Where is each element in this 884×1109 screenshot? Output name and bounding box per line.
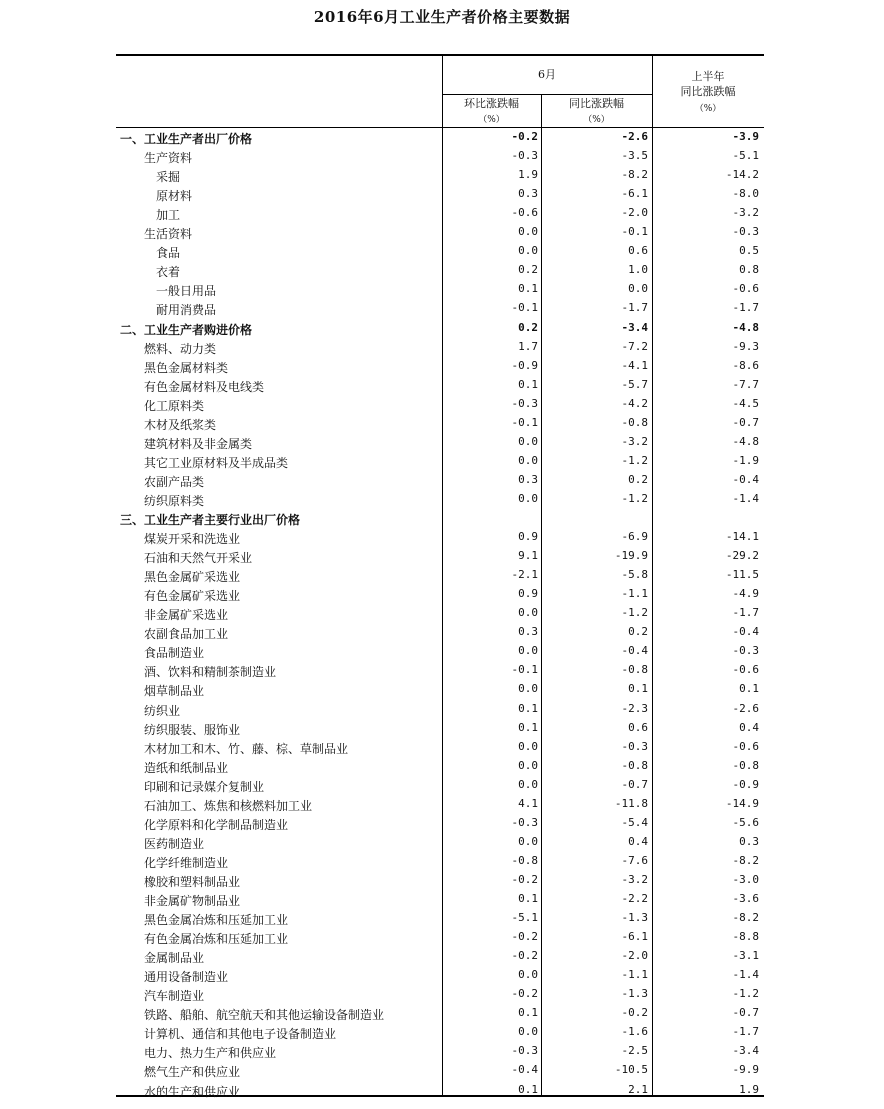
- row-mom-value: -5.1: [511, 911, 538, 925]
- row-mom-value: 0.0: [518, 682, 538, 696]
- row-half-value: -2.6: [732, 701, 759, 715]
- row-label: 黑色金属冶炼和压延加工业: [144, 913, 289, 928]
- row-label: 化学原料和化学制品制造业: [144, 817, 289, 832]
- table-row: [116, 871, 764, 890]
- table-row: [116, 776, 764, 795]
- row-half-value: 1.9: [739, 1082, 759, 1096]
- row-half-value: -3.1: [732, 949, 759, 963]
- table-row: [116, 700, 764, 719]
- table-row: [116, 280, 764, 299]
- row-label: 食品制造业: [144, 646, 205, 661]
- row-half-value: -5.6: [732, 815, 759, 829]
- row-yoy-value: -0.4: [621, 644, 648, 658]
- row-yoy-value: -1.2: [621, 453, 648, 467]
- row-label: 铁路、船舶、航空航天和其他运输设备制造业: [144, 1008, 385, 1023]
- table-row: [116, 985, 764, 1004]
- row-half-value: -3.6: [732, 892, 759, 905]
- row-half-value: -3.2: [732, 206, 759, 220]
- row-mom-value: -0.4: [511, 1063, 538, 1077]
- row-half-value: -5.1: [732, 149, 759, 163]
- row-half-value: -0.8: [732, 758, 759, 772]
- row-yoy-value: -0.1: [621, 225, 648, 239]
- body-divider-2: [541, 128, 542, 1095]
- row-yoy-value: -3.2: [621, 434, 648, 448]
- row-label: 煤炭开采和洗选业: [144, 532, 241, 547]
- row-yoy-value: -2.0: [621, 949, 648, 963]
- row-mom-value: -0.1: [511, 301, 538, 315]
- row-half-value: -0.7: [732, 415, 759, 429]
- row-mom-value: 0.0: [518, 491, 538, 505]
- row-mom-value: -0.2: [511, 987, 538, 1001]
- table-row: [116, 490, 764, 509]
- row-label: 化学纤维制造业: [144, 855, 229, 870]
- table-row: [116, 1042, 764, 1061]
- row-yoy-value: 0.6: [628, 720, 648, 734]
- row-half-value: -1.7: [732, 606, 759, 620]
- row-mom-value: -2.1: [511, 568, 538, 582]
- row-mom-value: -0.2: [511, 130, 538, 143]
- row-mom-value: 0.9: [518, 530, 538, 544]
- row-yoy-value: -1.2: [621, 606, 648, 620]
- row-half-value: -0.6: [732, 282, 759, 296]
- row-label: 电力、热力生产和供应业: [144, 1046, 277, 1061]
- table-row: [116, 833, 764, 852]
- row-label: 衣着: [156, 265, 181, 280]
- table-row: [116, 814, 764, 833]
- table-row: [116, 1023, 764, 1042]
- row-mom-value: 0.1: [518, 720, 538, 734]
- row-half-value: 0.4: [739, 720, 759, 734]
- body-divider-1: [442, 128, 443, 1095]
- row-label: 汽车制造业: [144, 989, 205, 1004]
- row-half-value: -8.2: [732, 911, 759, 925]
- table-row: [116, 852, 764, 871]
- table-row: [116, 471, 764, 490]
- row-label: 通用设备制造业: [144, 970, 229, 985]
- row-yoy-value: -1.1: [621, 587, 648, 601]
- row-yoy-value: -6.1: [621, 930, 648, 944]
- row-mom-value: 0.0: [518, 968, 538, 982]
- table-row: [116, 680, 764, 699]
- header-mom: 环比涨跌幅: [464, 97, 519, 110]
- table-row: [116, 528, 764, 547]
- row-label: 纺织业: [144, 703, 181, 718]
- row-half-value: -9.9: [732, 1063, 759, 1077]
- row-label: 二、工业生产者购进价格: [120, 322, 253, 337]
- row-half-value: -1.9: [732, 453, 759, 467]
- row-label: 建筑材料及非金属类: [144, 436, 253, 451]
- row-mom-value: 4.1: [518, 796, 538, 810]
- table-row: [116, 395, 764, 414]
- row-yoy-value: 2.1: [628, 1082, 648, 1096]
- row-mom-value: 1.9: [518, 168, 538, 182]
- row-yoy-value: -5.4: [621, 815, 648, 829]
- page-title: 2016年6月工业生产者价格主要数据: [313, 8, 571, 26]
- row-yoy-value: -3.4: [621, 320, 648, 334]
- row-yoy-value: -2.2: [621, 892, 648, 905]
- row-mom-value: -0.2: [511, 930, 538, 944]
- row-half-value: -1.4: [732, 968, 759, 982]
- row-label: 石油和天然气开采业: [144, 551, 253, 566]
- row-half-value: -3.0: [732, 872, 759, 886]
- row-mom-value: 9.1: [518, 549, 538, 563]
- row-mom-value: 0.2: [518, 263, 538, 277]
- row-mom-value: 0.1: [518, 701, 538, 715]
- table-row: [116, 604, 764, 623]
- table-row: [116, 204, 764, 223]
- row-yoy-value: -3.2: [621, 872, 648, 886]
- row-half-value: -0.6: [732, 663, 759, 677]
- row-label: 纺织服装、服饰业: [144, 722, 241, 737]
- table-row: [116, 909, 764, 928]
- header-half-line2: 同比涨跌幅: [680, 85, 736, 98]
- row-mom-value: -0.2: [511, 949, 538, 963]
- table-row: [116, 223, 764, 242]
- row-label: 纺织原料类: [144, 493, 205, 508]
- row-mom-value: 0.1: [518, 1082, 538, 1096]
- row-mom-value: 0.3: [518, 187, 538, 201]
- table-row: [116, 757, 764, 776]
- row-label: 木材及纸浆类: [144, 417, 217, 432]
- row-label: 其它工业原材料及半成品类: [144, 455, 289, 470]
- table-row: [116, 147, 764, 166]
- table-row: [116, 661, 764, 680]
- table-row: [116, 1061, 764, 1080]
- row-half-value: -0.4: [732, 625, 759, 639]
- row-half-value: -4.8: [732, 434, 759, 448]
- row-yoy-value: -0.8: [621, 415, 648, 429]
- row-half-value: -1.7: [732, 301, 759, 315]
- row-half-value: -1.7: [732, 1025, 759, 1039]
- row-mom-value: 0.1: [518, 377, 538, 391]
- row-label: 采掘: [156, 170, 181, 185]
- row-label: 三、工业生产者主要行业出厂价格: [120, 513, 301, 527]
- row-half-value: -0.3: [732, 644, 759, 658]
- row-yoy-value: -7.2: [621, 339, 648, 353]
- table-row: [116, 166, 764, 185]
- row-yoy-value: -3.5: [621, 149, 648, 163]
- table-row: [116, 509, 764, 528]
- row-yoy-value: -1.3: [621, 987, 648, 1001]
- row-mom-value: 0.9: [518, 587, 538, 601]
- row-half-value: -3.4: [732, 1044, 759, 1058]
- row-yoy-value: -0.8: [621, 758, 648, 772]
- row-mom-value: -0.3: [511, 815, 538, 829]
- row-half-value: -14.9: [725, 796, 759, 810]
- row-label: 燃气生产和供应业: [144, 1065, 241, 1080]
- row-label: 造纸和纸制品业: [144, 760, 229, 775]
- row-yoy-value: 0.1: [628, 682, 648, 696]
- row-label: 有色金属材料及电线类: [144, 379, 265, 394]
- row-mom-value: -0.1: [511, 415, 538, 429]
- row-half-value: -0.4: [732, 472, 759, 486]
- row-label: 非金属矿物制品业: [144, 894, 241, 908]
- row-half-value: -3.9: [732, 130, 759, 143]
- header-mom-unit: （%）: [478, 115, 505, 125]
- row-yoy-value: -5.7: [621, 377, 648, 391]
- row-mom-value: 1.7: [518, 339, 538, 353]
- row-mom-value: 0.1: [518, 282, 538, 296]
- row-label: 燃料、动力类: [144, 341, 217, 356]
- row-mom-value: 0.0: [518, 1025, 538, 1039]
- row-half-value: -11.5: [725, 568, 759, 582]
- row-yoy-value: -1.2: [621, 491, 648, 505]
- row-mom-value: 0.1: [518, 892, 538, 905]
- header-half-line1: 上半年: [691, 70, 725, 83]
- row-mom-value: 0.0: [518, 606, 538, 620]
- row-yoy-value: 0.2: [628, 472, 648, 486]
- table-row: [116, 299, 764, 318]
- row-mom-value: -0.3: [511, 396, 538, 410]
- row-mom-value: 0.3: [518, 625, 538, 639]
- row-label: 黑色金属材料类: [144, 360, 229, 375]
- table-row: [116, 1081, 764, 1100]
- table-row: [116, 338, 764, 357]
- header-month: 6月: [538, 68, 556, 81]
- row-mom-value: -0.2: [511, 872, 538, 886]
- table-row: [116, 928, 764, 947]
- row-yoy-value: -1.7: [621, 301, 648, 315]
- row-half-value: 0.8: [739, 263, 759, 277]
- table-row: [116, 966, 764, 985]
- row-half-value: -1.2: [732, 987, 759, 1001]
- row-mom-value: 0.0: [518, 739, 538, 753]
- row-half-value: -8.0: [732, 187, 759, 201]
- row-half-value: -4.9: [732, 587, 759, 601]
- table-row: [116, 738, 764, 757]
- row-half-value: 0.3: [739, 834, 759, 848]
- row-label: 印刷和记录媒介复制业: [144, 779, 265, 794]
- row-mom-value: 0.2: [518, 320, 538, 334]
- row-mom-value: 0.1: [518, 1006, 538, 1020]
- row-mom-value: 0.0: [518, 758, 538, 772]
- row-yoy-value: 0.6: [628, 244, 648, 258]
- row-yoy-value: -10.5: [614, 1063, 648, 1077]
- row-half-value: -8.6: [732, 358, 759, 372]
- table-row: [116, 623, 764, 642]
- table-row: [116, 642, 764, 661]
- row-yoy-value: -0.2: [621, 1006, 648, 1020]
- row-label: 一、工业生产者出厂价格: [120, 132, 253, 146]
- row-label: 橡胶和塑料制品业: [144, 874, 241, 889]
- row-label: 有色金属冶炼和压延加工业: [144, 932, 289, 947]
- table-row: [116, 128, 764, 147]
- row-label: 水的生产和供应业: [144, 1084, 241, 1099]
- row-label: 有色金属矿采选业: [144, 589, 241, 604]
- table-row: [116, 795, 764, 814]
- row-half-value: -0.7: [732, 1006, 759, 1020]
- row-half-value: -0.3: [732, 225, 759, 239]
- row-half-value: -7.7: [732, 377, 759, 391]
- row-label: 一般日用品: [156, 284, 217, 299]
- row-yoy-value: -2.0: [621, 206, 648, 220]
- header-yoy: 同比涨跌幅: [569, 97, 624, 110]
- row-yoy-value: 0.0: [628, 282, 648, 296]
- row-yoy-value: -0.3: [621, 739, 648, 753]
- row-label: 酒、饮料和精制茶制造业: [144, 665, 277, 680]
- row-half-value: -0.9: [732, 777, 759, 791]
- row-yoy-value: -0.7: [621, 777, 648, 791]
- row-yoy-value: -8.2: [621, 168, 648, 182]
- row-mom-value: -0.6: [511, 206, 538, 220]
- row-label: 金属制品业: [144, 951, 205, 966]
- row-label: 加工: [156, 208, 181, 223]
- row-yoy-value: -2.5: [621, 1044, 648, 1058]
- row-half-value: 0.5: [739, 244, 759, 258]
- table-row: [116, 947, 764, 966]
- table-row: [116, 585, 764, 604]
- row-label: 非金属矿采选业: [144, 608, 229, 623]
- row-mom-value: 0.3: [518, 472, 538, 486]
- row-yoy-value: -0.8: [621, 663, 648, 677]
- table-row: [116, 414, 764, 433]
- row-label: 耐用消费品: [156, 303, 217, 318]
- row-mom-value: 0.0: [518, 225, 538, 239]
- row-label: 生产资料: [144, 151, 193, 166]
- table-row: [116, 242, 764, 261]
- row-yoy-value: -4.1: [621, 358, 648, 372]
- row-label: 生活资料: [144, 227, 193, 242]
- row-yoy-value: -7.6: [621, 853, 648, 867]
- row-mom-value: 0.0: [518, 777, 538, 791]
- header-half-unit: （%）: [694, 104, 722, 114]
- body-divider-3: [652, 128, 653, 1095]
- row-label: 化工原料类: [144, 398, 205, 413]
- row-half-value: -29.2: [725, 549, 759, 563]
- header-sub-rule: [442, 94, 652, 95]
- row-half-value: -8.2: [732, 853, 759, 867]
- row-mom-value: 0.0: [518, 244, 538, 258]
- row-label: 计算机、通信和其他电子设备制造业: [144, 1027, 337, 1042]
- table-row: [116, 357, 764, 376]
- row-half-value: -14.1: [725, 530, 759, 544]
- row-mom-value: -0.1: [511, 663, 538, 677]
- row-yoy-value: -2.3: [621, 701, 648, 715]
- row-mom-value: 0.0: [518, 644, 538, 658]
- row-label: 烟草制品业: [144, 684, 205, 699]
- row-label: 食品: [156, 246, 181, 261]
- row-mom-value: 0.0: [518, 453, 538, 467]
- row-yoy-value: -5.8: [621, 568, 648, 582]
- row-yoy-value: -6.9: [621, 530, 648, 544]
- row-label: 农副食品加工业: [144, 627, 229, 642]
- row-label: 农副产品类: [144, 474, 205, 489]
- table-row: [116, 452, 764, 471]
- row-yoy-value: -6.1: [621, 187, 648, 201]
- table-row: [116, 566, 764, 585]
- row-mom-value: 0.0: [518, 434, 538, 448]
- row-half-value: -4.5: [732, 396, 759, 410]
- table-row: [116, 261, 764, 280]
- row-half-value: -14.2: [725, 168, 759, 182]
- row-yoy-value: -1.1: [621, 968, 648, 982]
- row-half-value: 0.1: [739, 682, 759, 696]
- row-yoy-value: -19.9: [614, 549, 648, 563]
- row-yoy-value: 0.2: [628, 625, 648, 639]
- row-half-value: -4.8: [732, 320, 759, 334]
- row-label: 原材料: [156, 189, 193, 204]
- row-label: 石油加工、炼焦和核燃料加工业: [144, 798, 313, 813]
- table-row: [116, 185, 764, 204]
- row-mom-value: -0.3: [511, 149, 538, 163]
- table-row: [116, 433, 764, 452]
- table-row: [116, 319, 764, 338]
- row-yoy-value: -11.8: [614, 796, 648, 810]
- row-label: 黑色金属矿采选业: [144, 570, 241, 585]
- row-yoy-value: -1.3: [621, 911, 648, 925]
- row-half-value: -0.6: [732, 739, 759, 753]
- table-row: [116, 890, 764, 909]
- row-yoy-value: -2.6: [621, 130, 648, 143]
- header-yoy-unit: （%）: [583, 115, 610, 125]
- row-label: 医药制造业: [144, 836, 205, 851]
- table-row: [116, 1004, 764, 1023]
- row-mom-value: -0.9: [511, 358, 538, 372]
- table-top-rule: [116, 54, 764, 56]
- table-row: [116, 719, 764, 738]
- table-row: [116, 376, 764, 395]
- row-mom-value: -0.3: [511, 1044, 538, 1058]
- row-half-value: -8.8: [732, 930, 759, 944]
- row-label: 木材加工和木、竹、藤、棕、草制品业: [144, 741, 349, 756]
- table-row: [116, 547, 764, 566]
- row-half-value: -1.4: [732, 491, 759, 505]
- row-yoy-value: -1.6: [621, 1025, 648, 1039]
- row-yoy-value: 0.4: [628, 834, 648, 848]
- row-mom-value: -0.8: [511, 853, 538, 867]
- row-yoy-value: -4.2: [621, 396, 648, 410]
- row-mom-value: 0.0: [518, 834, 538, 848]
- row-yoy-value: 1.0: [628, 263, 648, 277]
- row-half-value: -9.3: [732, 339, 759, 353]
